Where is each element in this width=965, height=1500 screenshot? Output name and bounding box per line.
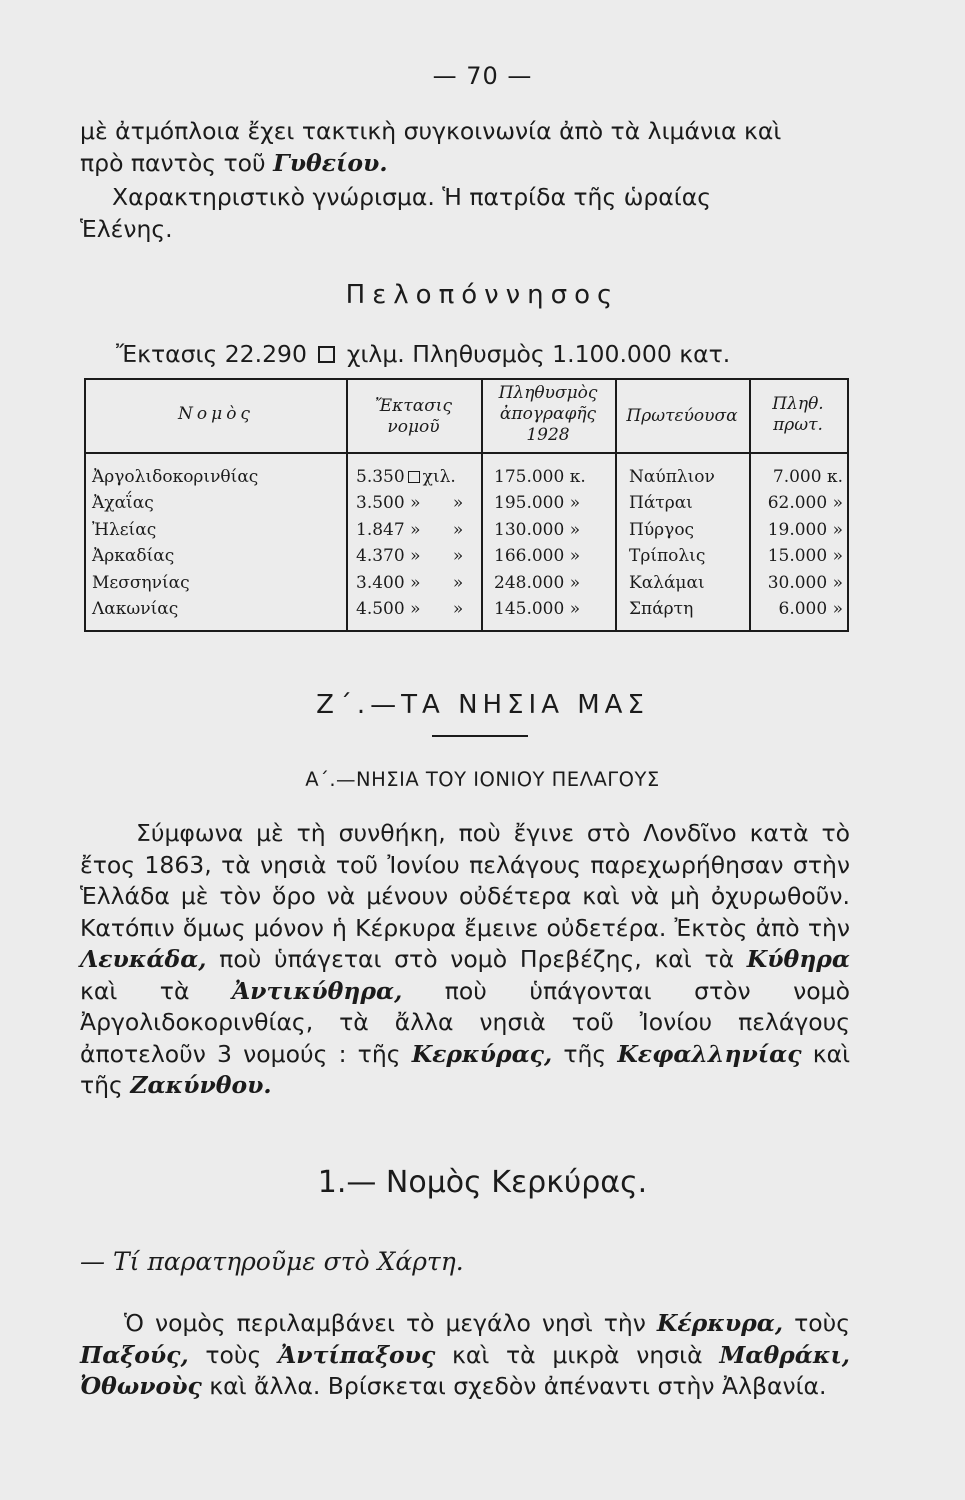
- cell-proteuousa: Ναύπλιον: [629, 467, 715, 487]
- page-number: — 70 —: [432, 62, 533, 90]
- section-rule: [432, 735, 528, 737]
- header-proteuousa: Πρωτεύουσα: [626, 406, 738, 426]
- ionian-text: ποὺ ὑπάγονται στὸν νομὸ Ἀργολιδοκορινθίας, τὰ ἄλλα νησιὰ τοῦ Ἰονίου πελάγους ἀποτελοῦν 3 νομούς : τῆς: [80, 976, 851, 1068]
- antikythira-emphasis: Ἀντικύθηρα,: [231, 976, 403, 1005]
- ionian-text: ποὺ ὑπάγεται στὸ νομὸ Πρεβέζης, καὶ τὰ: [206, 945, 747, 973]
- ektasis-value: 3.500: [356, 493, 405, 514]
- cell-ektasis: [356, 570, 478, 596]
- zakynthos-emphasis: Ζακύνθου.: [130, 1071, 272, 1099]
- map-text: καὶ τὰ μικρὰ νησιὰ: [435, 1340, 720, 1369]
- cell-nomos: Ἀχαΐας: [92, 493, 154, 514]
- intro-text: πρὸ παντὸς τοῦ: [80, 148, 274, 177]
- map-heading: — Τί παρατηροῦμε στὸ Χάρτη.: [80, 1247, 464, 1276]
- cell-plithysmos: 175.000 κ.: [494, 467, 586, 487]
- intro-paragraph: [80, 116, 850, 179]
- kythira-emphasis: Κύθηρα: [746, 945, 850, 973]
- header-plithysmos-line1: Πληθυσμὸς: [498, 383, 598, 403]
- cell-nomos: Ἀργολιδοκορινθίας: [92, 467, 259, 487]
- header-plithysmos-line3: 1928: [526, 425, 570, 445]
- cell-ektasis: [356, 543, 478, 569]
- ionian-paragraph: [80, 818, 850, 1102]
- header-ektasis: [346, 396, 481, 438]
- cell-proteuousa: Τρίπολις: [629, 546, 706, 567]
- characteristic-line: Χαρακτηριστικὸ γνώρισμα. Ἡ πατρίδα τῆς ὡραίας: [112, 183, 712, 211]
- cell-pl-proteuousis: 30.000 »: [767, 572, 843, 593]
- kerkyra-emphasis: Κερκύρας,: [411, 1039, 553, 1068]
- cell-proteuousa: Πύργος: [629, 519, 695, 540]
- cell-nomos: Μεσσηνίας: [92, 572, 190, 593]
- intro-line-1: μὲ ἀτμόπλοια ἔχει τακτικὴ συγκοινωνία ἀπὸ τὰ λιμάνια καὶ: [80, 117, 782, 145]
- cell-proteuousa: Πάτραι: [629, 493, 693, 514]
- cell-plithysmos: 166.000 »: [494, 546, 581, 567]
- cell-pl-proteuousis: 7.000 κ.: [772, 467, 843, 487]
- intro-line-2: [80, 148, 850, 180]
- cell-pl-proteuousis: 6.000 »: [778, 599, 843, 619]
- cell-proteuousa: Καλάμαι: [629, 572, 705, 593]
- cell-nomos: Λακωνίας: [92, 599, 179, 619]
- header-pl-proteuousis: [749, 394, 847, 436]
- ektasis-unit: » »: [410, 572, 464, 593]
- ektasis-unit: » »: [410, 519, 464, 540]
- cell-pl-proteuousis: 19.000 »: [767, 519, 843, 540]
- othonoi-emphasis: Ὀθωνοὺς: [80, 1372, 202, 1400]
- map-text: καὶ ἄλλα. Βρίσκεται σχεδὸν ἀπέναντι στὴν Ἀλβανία.: [201, 1372, 827, 1400]
- mathraki-emphasis: Μαθράκι,: [719, 1340, 850, 1369]
- ektasis-unit: χιλ.: [422, 467, 456, 487]
- map-text: Ὁ νομὸς περιλαμβάνει τὸ μεγάλο νησὶ τὴν: [124, 1309, 657, 1337]
- kerkyra-island-emphasis: Κέρκυρα,: [656, 1309, 784, 1337]
- ionian-text: καὶ τῆς: [80, 1039, 851, 1099]
- cell-ektasis: [356, 490, 478, 516]
- paxoi-emphasis: Παξούς,: [80, 1340, 189, 1369]
- ektasis-unit: » »: [410, 546, 464, 567]
- header-plithysmos: [481, 383, 615, 446]
- section-subtitle: Α΄.—ΝΗΣΙΑ ΤΟΥ ΙΟΝΙΟΥ ΠΕΛΑΓΟΥΣ: [305, 768, 660, 791]
- region-title: Πελοπόννησος: [345, 280, 620, 310]
- cell-plithysmos: 248.000 »: [494, 572, 581, 593]
- cell-plithysmos: 195.000 »: [494, 493, 581, 514]
- section-title: Ζ΄.—ΤΑ ΝΗΣΙΑ ΜΑΣ: [316, 690, 649, 720]
- cell-ektasis: [356, 517, 478, 543]
- area-unit: χιλμ. Πληθυσμὸς 1.100.000 κατ.: [346, 340, 731, 368]
- cell-proteuousa: Σπάρτη: [629, 599, 694, 619]
- ektasis-unit: » »: [410, 599, 464, 619]
- cell-pl-proteuousis: 62.000 »: [767, 493, 843, 514]
- cell-ektasis: [356, 596, 478, 622]
- ektasis-unit: » »: [410, 493, 464, 514]
- nomos-heading: 1.— Νομὸς Κερκύρας.: [317, 1165, 648, 1200]
- ektasis-value: 4.370: [356, 546, 405, 567]
- square-symbol-icon: [318, 346, 335, 363]
- square-symbol-icon: [408, 471, 420, 483]
- ionian-text: τῆς: [552, 1039, 618, 1068]
- area-label: Ἔκτασις 22.290: [116, 340, 307, 368]
- map-text: τοὺς: [783, 1309, 850, 1337]
- lefkada-emphasis: Λευκάδα,: [80, 945, 207, 973]
- region-stats: [116, 340, 730, 368]
- header-pl-line2: πρωτ.: [773, 415, 823, 435]
- map-text: τοὺς: [188, 1340, 279, 1369]
- prefectures-table: [84, 378, 849, 632]
- map-paragraph: [80, 1308, 850, 1403]
- header-plithysmos-line2: ἀπογραφῆς: [499, 404, 597, 424]
- ionian-text: καὶ τὰ: [80, 976, 232, 1005]
- header-divider: [86, 452, 847, 454]
- header-ektasis-line1: Ἔκτασις: [375, 396, 452, 416]
- ektasis-value: 5.350: [356, 467, 405, 487]
- cell-ektasis: [356, 464, 478, 490]
- header-pl-line1: Πληθ.: [772, 394, 824, 414]
- ektasis-value: 1.847: [356, 519, 405, 540]
- kefallinia-emphasis: Κεφαλληνίας: [617, 1039, 802, 1068]
- cell-nomos: Ἠλείας: [92, 519, 157, 540]
- cell-plithysmos: 145.000 »: [494, 599, 581, 619]
- characteristic-paragraph: [80, 182, 850, 245]
- antipaxoi-emphasis: Ἀντίπαξους: [278, 1340, 436, 1369]
- cell-pl-proteuousis: 15.000 »: [767, 546, 843, 567]
- cell-plithysmos: 130.000 »: [494, 519, 581, 540]
- ektasis-value: 3.400: [356, 572, 405, 593]
- gytheio-emphasis: Γυθείου.: [273, 148, 388, 177]
- ionian-text: Σύμφωνα μὲ τὴ συνθήκη, ποὺ ἔγινε στὸ Λονδῖνο κατὰ τὸ ἔτος 1863, τὰ νησιὰ τοῦ Ἰονίου πελάγους παρεχωρήθησαν στὴν Ἑλλάδα μὲ τὸν ὅρο νὰ μένουν οὐδέτερα καὶ νὰ μὴ ὀχυρωθοῦν. Κατόπιν ὅμως μόνον ἡ Κέρκυρα ἔμεινε οὐδετέρα. Ἐκτὸς ἀπὸ τὴν: [80, 819, 850, 942]
- characteristic-line-end: Ἑλένης.: [80, 214, 173, 243]
- header-ektasis-line2: νομοῦ: [387, 417, 440, 437]
- cell-nomos: Ἀρκαδίας: [92, 546, 175, 567]
- header-nomos: Νομὸς: [178, 404, 254, 424]
- ektasis-value: 4.500: [356, 599, 405, 619]
